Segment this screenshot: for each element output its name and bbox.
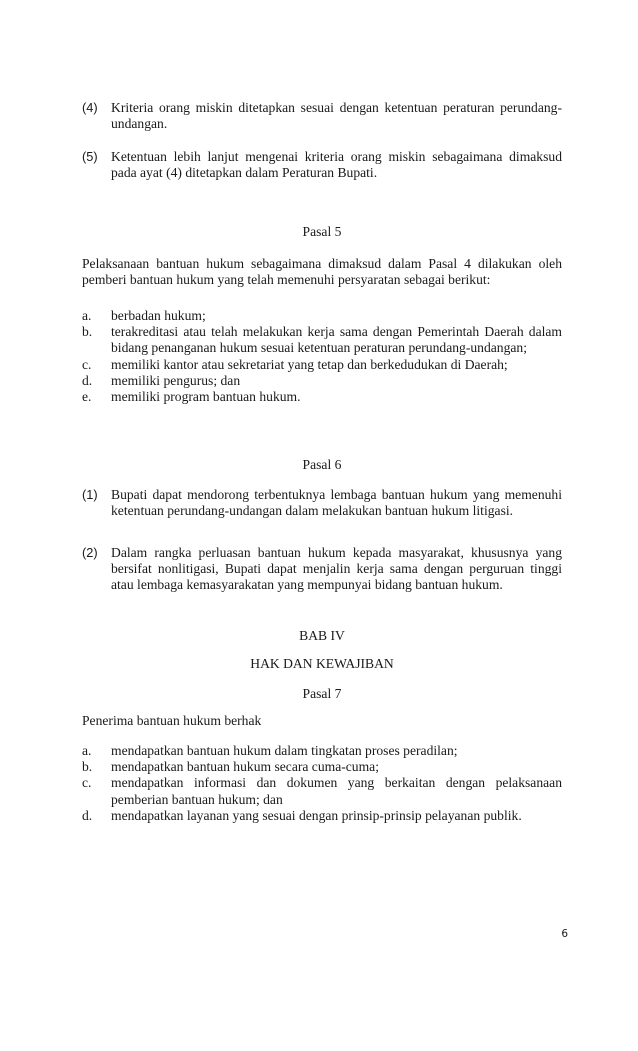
bab-number: BAB IV <box>299 628 345 643</box>
item-text: Kriteria orang miskin ditetapkan sesuai dengan ketentuan peraturan perundang-undangan. <box>111 100 562 132</box>
list-item <box>82 373 562 389</box>
list-text: terakreditasi atau telah melakukan kerja sama dengan Pemerintah Daerah dalam bidang penanganan hukum sesuai ketentuan peraturan perundang-undangan; <box>111 324 562 356</box>
item-number: (4) <box>82 100 98 115</box>
list-item <box>82 357 562 373</box>
list-text: berbadan hukum; <box>111 308 206 323</box>
item-number: (5) <box>82 149 98 164</box>
list-item <box>82 775 562 807</box>
list-text: memiliki pengurus; dan <box>111 372 241 388</box>
item-number: (1) <box>82 487 98 502</box>
list-item <box>82 743 562 759</box>
item-text: Dalam rangka perluasan bantuan hukum kepada masyarakat, khususnya yang bersifat nonlitigasi, Bupati dapat menjalin kerja sama dengan perguruan tinggi atau lembaga kemasyarakatan yang mempunyai bidang bantuan hukum. <box>111 545 562 593</box>
list-item <box>82 759 562 775</box>
pasal-4-item-4 <box>82 100 562 132</box>
bab-title: HAK DAN KEWAJIBAN <box>250 656 394 671</box>
pasal-7-heading: Pasal 7 <box>302 686 342 701</box>
list-letter: a. <box>82 308 92 323</box>
list-text: mendapatkan bantuan hukum secara cuma-cuma; <box>111 759 379 775</box>
pasal-4-item-5 <box>82 149 562 181</box>
list-text: mendapatkan informasi dan dokumen yang berkaitan dengan pelaksanaan pemberian bantuan hukum; dan <box>111 775 562 807</box>
pasal-7-intro: Penerima bantuan hukum berhak <box>82 713 262 728</box>
list-text: mendapatkan bantuan hukum dalam tingkatan proses peradilan; <box>111 743 458 758</box>
pasal-6-item-1 <box>82 487 562 519</box>
list-letter: d. <box>82 807 93 823</box>
pasal-5-list <box>82 308 562 405</box>
list-item <box>82 808 562 824</box>
pasal-6-heading: Pasal 6 <box>302 457 342 472</box>
list-letter: c. <box>82 356 92 372</box>
list-letter: c. <box>82 775 92 791</box>
pasal-5-heading: Pasal 5 <box>302 224 342 239</box>
pasal-6-item-2 <box>82 545 562 594</box>
list-letter: e. <box>82 389 92 405</box>
list-letter: a. <box>82 743 92 758</box>
pasal-7-list <box>82 743 562 824</box>
list-text: memiliki program bantuan hukum. <box>111 389 301 405</box>
list-text: memiliki kantor atau sekretariat yang tetap dan berkedudukan di Daerah; <box>111 356 508 372</box>
list-text: mendapatkan layanan yang sesuai dengan prinsip-prinsip pelayanan publik. <box>111 807 522 823</box>
list-letter: d. <box>82 372 93 388</box>
list-item <box>82 389 562 405</box>
list-item <box>82 324 562 356</box>
item-text: Ketentuan lebih lanjut mengenai kriteria orang miskin sebagaimana dimaksud pada ayat (4) ditetapkan dalam Peraturan Bupati. <box>111 149 562 181</box>
item-number: (2) <box>82 545 98 560</box>
pasal-5-intro: Pelaksanaan bantuan hukum sebagaimana dimaksud dalam Pasal 4 dilakukan oleh pemberi bantuan hukum yang telah memenuhi persyaratan sebagai berikut: <box>82 256 562 288</box>
list-item <box>82 308 562 324</box>
list-letter: b. <box>82 324 93 340</box>
item-text: Bupati dapat mendorong terbentuknya lembaga bantuan hukum yang memenuhi ketentuan perundang-undangan dalam melakukan bantuan hukum litigasi. <box>111 487 562 519</box>
page-number: 6 <box>561 928 568 940</box>
list-letter: b. <box>82 759 93 775</box>
